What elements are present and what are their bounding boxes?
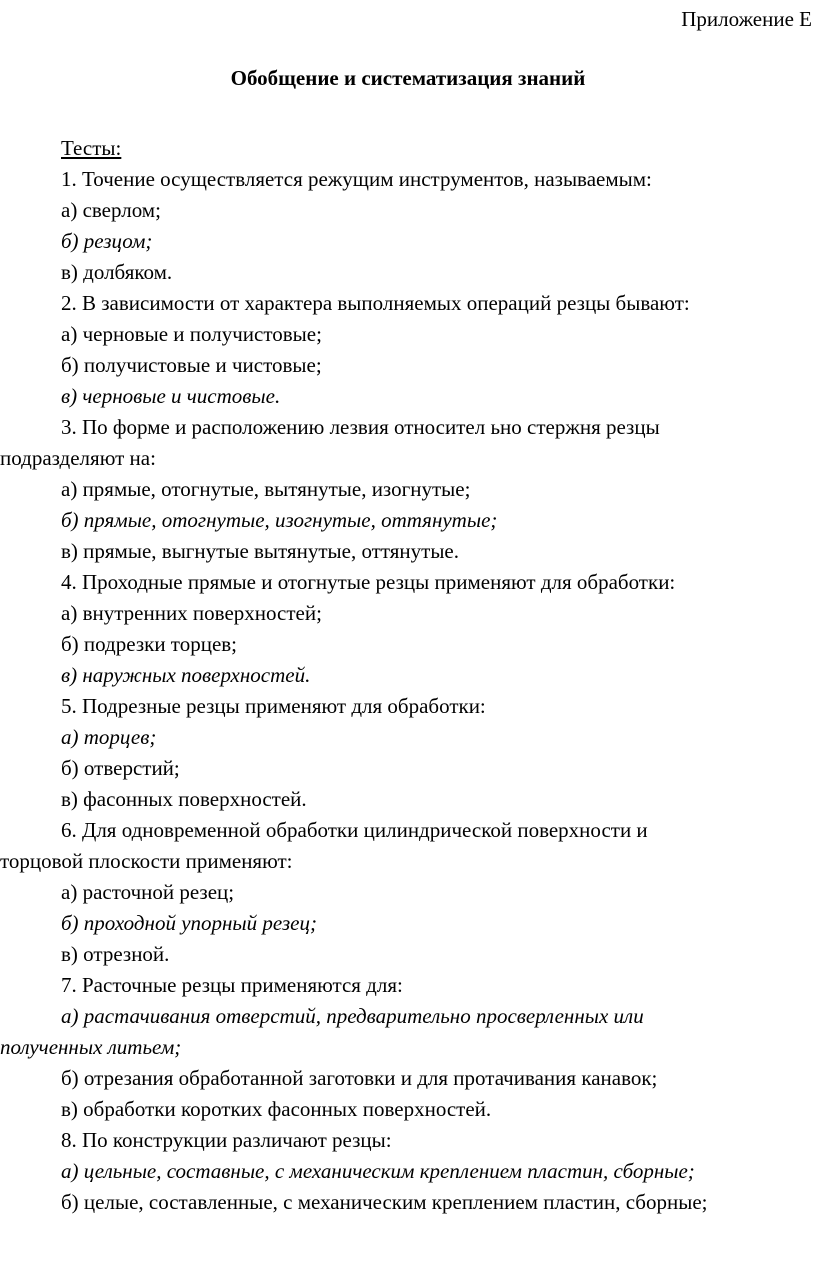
text-line: в) фасонных поверхностей. xyxy=(61,787,307,811)
question-line: 2. В зависимости от характера выполняемых операций резцы бывают: xyxy=(61,291,690,315)
question-line: 5. Подрезные резцы применяют для обработки: xyxy=(61,694,486,718)
text-line: в) прямые, выгнутые вытянутые, оттянутые. xyxy=(61,539,459,563)
question-line: 1. Точение осуществляется режущим инструментов, называемым: xyxy=(61,167,652,191)
text-line: б) целые, составленные, с механическим креплением пластин, сборные; xyxy=(61,1190,708,1214)
text-line: а) цельные, составные, с механическим креплением пластин, сборные; xyxy=(61,1159,695,1183)
text-line: в) черновые и чистовые. xyxy=(61,384,281,408)
question-line: 6. Для одновременной обработки цилиндрической поверхности и xyxy=(61,818,648,842)
text-line: а) внутренних поверхностей; xyxy=(61,601,322,625)
text-line: б) получистовые и чистовые; xyxy=(61,353,322,377)
text-line: в) долбяком. xyxy=(61,260,173,284)
text-line: б) отрезания обработанной заготовки и для протачивания канавок; xyxy=(61,1066,658,1090)
text-line: а) расточной резец; xyxy=(61,880,235,904)
text-line: полученных литьем; xyxy=(0,1035,182,1059)
text-line: подразделяют на: xyxy=(0,446,156,470)
question-line: 3. По форме и расположению лезвия относител ьно стержня резцы xyxy=(61,415,660,439)
text-line: в) отрезной. xyxy=(61,942,170,966)
appendix-label: Приложение Е xyxy=(681,7,812,31)
text-line: в) наружных поверхностей. xyxy=(61,663,311,687)
text-line: б) подрезки торцев; xyxy=(61,632,238,656)
question-line: 7. Расточные резцы применяются для: xyxy=(61,973,403,997)
document-title: Обобщение и систематизация знаний xyxy=(230,66,586,90)
tests-heading xyxy=(0,134,816,163)
question-line: 4. Проходные прямые и отогнутые резцы применяют для обработки: xyxy=(61,570,676,594)
text-line: а) прямые, отогнутые, вытянутые, изогнутые; xyxy=(61,477,471,501)
text-line: а) растачивания отверстий, предварительно просверленных или xyxy=(61,1004,644,1028)
text-line: б) отверстий; xyxy=(61,756,180,780)
tests-label: Тесты: xyxy=(61,136,122,160)
text-line: б) проходной упорный резец; xyxy=(61,911,317,935)
text-line: б) резцом; xyxy=(61,229,153,253)
text-line: а) черновые и получистовые; xyxy=(61,322,322,346)
text-line: в) обработки коротких фасонных поверхностей. xyxy=(61,1097,492,1121)
text-line: а) торцев; xyxy=(61,725,157,749)
text-line: торцовой плоскости применяют: xyxy=(0,849,293,873)
question-list xyxy=(0,165,816,1217)
text-line: б) прямые, отогнутые, изогнутые, оттянутые; xyxy=(61,508,498,532)
question-line: 8. По конструкции различают резцы: xyxy=(61,1128,392,1152)
document-body xyxy=(0,134,816,1219)
text-line: а) сверлом; xyxy=(61,198,161,222)
